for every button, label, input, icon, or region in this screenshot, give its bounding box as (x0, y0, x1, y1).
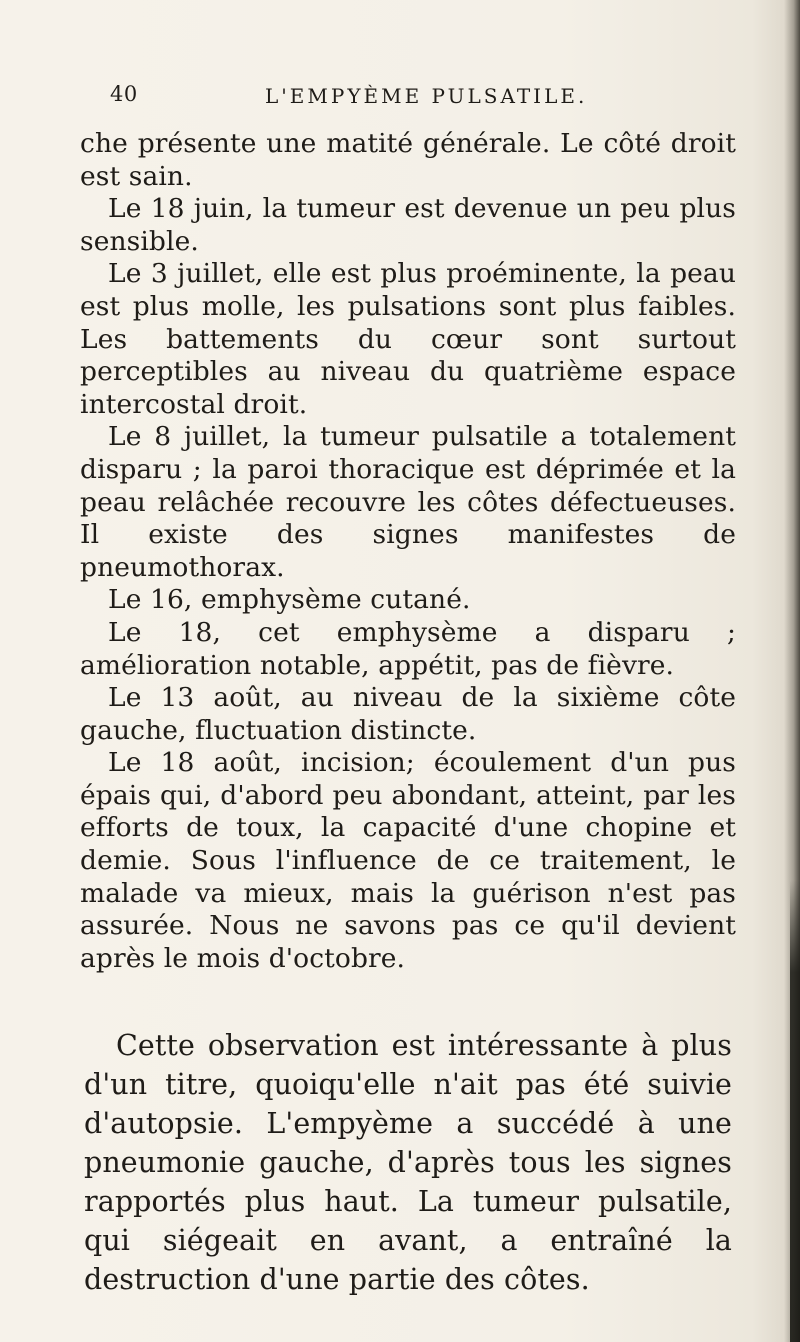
case-notes (80, 128, 736, 975)
paragraph: che présente une matité générale. Le côté droit est sain. (80, 128, 736, 192)
paragraph: Le 18 août, incision; écoulement d'un pus épais qui, d'abord peu abondant, atteint, par les efforts de toux, la capacité d'une chopine et demie. Sous l'influence de ce traitement, le malade va mieux, mais la guérison n'est pas assurée. Nous ne savons pas ce qu'il devient après le mois d'octobre. (80, 747, 736, 974)
paragraph: Le 8 juillet, la tumeur pulsatile a totalement disparu ; la paroi thoracique est déprimée et la peau relâchée recouvre les côtes défectueuses. Il existe des signes manifestes de pneumothorax. (80, 421, 736, 583)
paragraph: Le 16, emphysème cutané. (108, 584, 471, 616)
paragraph: Cette observation est intéressante à plus d'un titre, quoiqu'elle n'ait pas été suivie d'autopsie. L'empyème a succédé à une pneumonie gauche, d'après tous les signes rapportés plus haut. La tumeur pulsatile, qui siégeait en avant, a entraîné la destruction d'une partie des côtes. (84, 1029, 732, 1296)
paragraph: Le 18 juin, la tumeur est devenue un peu plus sensible. (80, 193, 736, 257)
paragraph: Le 13 août, au niveau de la sixième côte gauche, fluctuation distincte. (80, 682, 736, 746)
paragraph: Le 3 juillet, elle est plus proéminente, la peau est plus molle, les pulsations sont plus faibles. Les battements du cœur sont surtout perceptibles au niveau du quatrième espace intercostal droit. (80, 258, 736, 420)
page-header (110, 82, 690, 112)
paragraph: Le 18, cet emphysème a disparu ; amélioration notable, appétit, pas de fièvre. (80, 616, 736, 681)
running-title: L'EMPYÈME PULSATILE. (265, 84, 588, 108)
commentary (84, 1026, 732, 1299)
page-number: 40 (110, 82, 138, 106)
page-edge-dark (790, 880, 800, 1342)
